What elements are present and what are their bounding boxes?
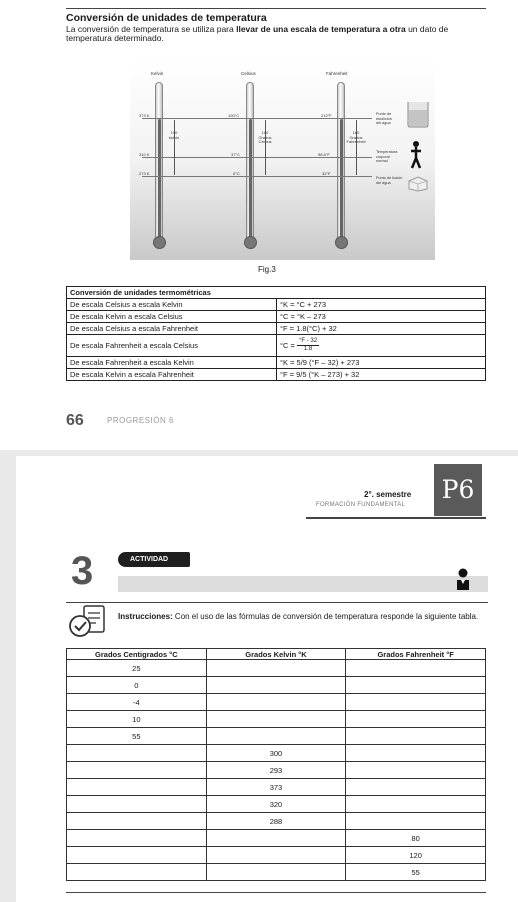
cell-celsius[interactable]: -4 bbox=[67, 694, 207, 711]
thermometer-fahrenheit bbox=[337, 82, 345, 242]
cell-kelvin[interactable]: 373 bbox=[206, 779, 346, 796]
cell-fahrenheit[interactable] bbox=[346, 813, 486, 830]
page-progression-label: PROGRESIÓN 6 bbox=[107, 416, 174, 425]
cell-fahrenheit[interactable]: 120 bbox=[346, 847, 486, 864]
cell-kelvin[interactable] bbox=[206, 677, 346, 694]
table-row bbox=[67, 779, 486, 796]
note-boiling-point: Punto de ebullición del agua bbox=[376, 112, 392, 125]
conversion-table bbox=[66, 286, 486, 381]
table-row bbox=[67, 762, 486, 779]
page-number: 66 bbox=[66, 412, 84, 429]
cell-fahrenheit[interactable] bbox=[346, 694, 486, 711]
activity-badge: ACTIVIDAD bbox=[118, 552, 190, 567]
table-row bbox=[67, 660, 486, 677]
conversion-label: De escala Celsius a escala Fahrenheit bbox=[67, 323, 277, 335]
table-row bbox=[67, 299, 486, 311]
header-rule bbox=[306, 517, 486, 519]
section-title: Conversión de unidades de temperatura bbox=[66, 12, 267, 24]
cell-kelvin[interactable]: 320 bbox=[206, 796, 346, 813]
intro-text-bold: llevar de una escala de temperatura a otra bbox=[236, 24, 406, 34]
intro-paragraph bbox=[66, 25, 491, 43]
conversion-formula: °F = 1.8(°C) + 32 bbox=[277, 323, 486, 335]
instructions-text bbox=[118, 612, 488, 621]
cell-fahrenheit[interactable] bbox=[346, 711, 486, 728]
thermometer-kelvin bbox=[155, 82, 163, 242]
cell-kelvin[interactable] bbox=[206, 830, 346, 847]
cell-fahrenheit[interactable]: 80 bbox=[346, 830, 486, 847]
table-row bbox=[67, 711, 486, 728]
header-celsius: Grados Centigrados °C bbox=[67, 649, 207, 660]
intro-text-end: un dato de temperatura determinado. bbox=[66, 24, 449, 43]
span-label-fahrenheit: 180 Grados Fahrenheit bbox=[346, 130, 366, 144]
table-row bbox=[67, 357, 486, 369]
cell-kelvin[interactable] bbox=[206, 694, 346, 711]
fraction-denominator: 1.8 bbox=[303, 346, 313, 352]
cell-fahrenheit[interactable] bbox=[346, 745, 486, 762]
cell-kelvin[interactable] bbox=[206, 864, 346, 881]
cell-fahrenheit[interactable]: 55 bbox=[346, 864, 486, 881]
cell-kelvin[interactable] bbox=[206, 711, 346, 728]
conversion-formula: °F = 9/5 (°K – 273) + 32 bbox=[277, 369, 486, 381]
table-row bbox=[67, 369, 486, 381]
table-row bbox=[67, 694, 486, 711]
table-row bbox=[67, 796, 486, 813]
cell-kelvin[interactable]: 293 bbox=[206, 762, 346, 779]
span-arrow-kelvin bbox=[174, 120, 175, 175]
table-row bbox=[67, 323, 486, 335]
tick-32f: 32°F bbox=[322, 171, 331, 176]
table-row bbox=[67, 335, 486, 357]
table-row bbox=[67, 728, 486, 745]
student-icon bbox=[456, 568, 470, 590]
activity-bar bbox=[118, 576, 488, 592]
table-header-row bbox=[67, 287, 486, 299]
instructions-label: Instrucciones: bbox=[118, 612, 173, 621]
note-body-temp: Temperatura corporal normal bbox=[376, 150, 398, 163]
cell-celsius[interactable] bbox=[67, 762, 207, 779]
cell-fahrenheit[interactable] bbox=[346, 796, 486, 813]
tick-373k: 373 K bbox=[139, 113, 150, 118]
cell-celsius[interactable] bbox=[67, 830, 207, 847]
tick-100c: 100°C bbox=[228, 113, 240, 118]
textbook-page-66 bbox=[0, 0, 518, 450]
boiling-line bbox=[142, 118, 372, 119]
conversion-label: De escala Celsius a escala Kelvin bbox=[67, 299, 277, 311]
header-fahrenheit: Grados Fahrenheit °F bbox=[346, 649, 486, 660]
fraction-numerator: °F - 32 bbox=[298, 338, 318, 344]
activity-number: 3 bbox=[71, 549, 94, 593]
tick-273k: 273 K bbox=[139, 171, 150, 176]
instructions-checklist-icon bbox=[66, 604, 110, 640]
figure-caption: Fig.3 bbox=[258, 265, 276, 274]
cell-fahrenheit[interactable] bbox=[346, 762, 486, 779]
table-row bbox=[67, 847, 486, 864]
table-row bbox=[67, 745, 486, 762]
span-label-kelvin: 100 kelvin bbox=[168, 130, 180, 140]
conversion-label: De escala Kelvin a escala Celsius bbox=[67, 311, 277, 323]
cell-kelvin[interactable] bbox=[206, 660, 346, 677]
span-label-celsius: 100 Grados Celsius bbox=[258, 130, 272, 144]
cell-kelvin[interactable] bbox=[206, 847, 346, 864]
cell-celsius[interactable] bbox=[67, 779, 207, 796]
scale-name-fahrenheit: Fahrenheit bbox=[326, 71, 348, 76]
tick-0c: 0°C bbox=[233, 171, 240, 176]
cell-celsius[interactable]: 0 bbox=[67, 677, 207, 694]
cell-celsius[interactable] bbox=[67, 864, 207, 881]
span-arrow-fahrenheit bbox=[356, 120, 357, 175]
span-arrow-celsius bbox=[265, 120, 266, 175]
conversion-formula-fraction bbox=[277, 335, 486, 357]
table-row bbox=[67, 813, 486, 830]
tick-212f: 212°F bbox=[321, 113, 332, 118]
activity-conversion-table bbox=[66, 648, 486, 881]
conversion-label: De escala Fahrenheit a escala Kelvin bbox=[67, 357, 277, 369]
cell-celsius[interactable] bbox=[67, 796, 207, 813]
conversion-label: De escala Fahrenheit a escala Celsius bbox=[67, 335, 277, 357]
ice-cube-icon bbox=[407, 176, 429, 192]
cell-fahrenheit[interactable] bbox=[346, 660, 486, 677]
bottom-rule bbox=[66, 892, 486, 893]
progression-badge: P6 bbox=[434, 464, 482, 516]
header-kelvin: Grados Kelvin °K bbox=[206, 649, 346, 660]
activity-table-header-row bbox=[67, 649, 486, 660]
scale-name-kelvin: Kelvin bbox=[151, 71, 164, 76]
body-temp-line bbox=[142, 157, 372, 158]
scale-name-celsius: Celsius bbox=[241, 71, 256, 76]
table-row bbox=[67, 677, 486, 694]
cell-fahrenheit[interactable] bbox=[346, 677, 486, 694]
note-melting-point: Punto de fusión del agua bbox=[376, 176, 403, 185]
person-figure-icon bbox=[408, 140, 424, 170]
tick-310k: 310 K bbox=[139, 152, 150, 157]
cell-fahrenheit[interactable] bbox=[346, 728, 486, 745]
conversion-formula: °K = °C + 273 bbox=[277, 299, 486, 311]
conversion-formula: °C = °K – 273 bbox=[277, 311, 486, 323]
freezing-line bbox=[142, 176, 372, 177]
tick-98-6f: 98.6°F bbox=[318, 152, 330, 157]
textbook-page-activity bbox=[16, 456, 518, 902]
table-row bbox=[67, 311, 486, 323]
cell-fahrenheit[interactable] bbox=[346, 779, 486, 796]
conversion-label: De escala Kelvin a escala Fahrenheit bbox=[67, 369, 277, 381]
semester-label: 2°. semestre bbox=[364, 490, 412, 499]
cell-kelvin[interactable]: 288 bbox=[206, 813, 346, 830]
thermometer-celsius bbox=[246, 82, 254, 242]
table-row bbox=[67, 830, 486, 847]
top-rule bbox=[66, 8, 486, 9]
cell-celsius[interactable]: 10 bbox=[67, 711, 207, 728]
cell-celsius[interactable] bbox=[67, 745, 207, 762]
formation-label: FORMACIÓN FUNDAMENTAL bbox=[316, 502, 406, 508]
cell-celsius[interactable] bbox=[67, 847, 207, 864]
activity-table-body bbox=[67, 660, 486, 881]
activity-rule bbox=[66, 602, 488, 603]
cell-kelvin[interactable] bbox=[206, 728, 346, 745]
table-row bbox=[67, 864, 486, 881]
tick-37c: 37°C bbox=[231, 152, 240, 157]
fraction-prefix: °C = bbox=[280, 341, 295, 350]
cell-celsius[interactable] bbox=[67, 813, 207, 830]
conversion-table-header: Conversión de unidades termométricas bbox=[67, 287, 486, 299]
instructions-body: Con el uso de las fórmulas de conversión de temperatura responde la siguiente tabla. bbox=[172, 612, 479, 621]
cell-celsius[interactable]: 25 bbox=[67, 660, 207, 677]
conversion-formula: °K = 5/9 (°F – 32) + 273 bbox=[277, 357, 486, 369]
cell-celsius[interactable]: 55 bbox=[67, 728, 207, 745]
intro-text-start: La conversión de temperatura se utiliza para bbox=[66, 24, 237, 34]
beaker-icon bbox=[405, 100, 431, 128]
cell-kelvin[interactable]: 300 bbox=[206, 745, 346, 762]
